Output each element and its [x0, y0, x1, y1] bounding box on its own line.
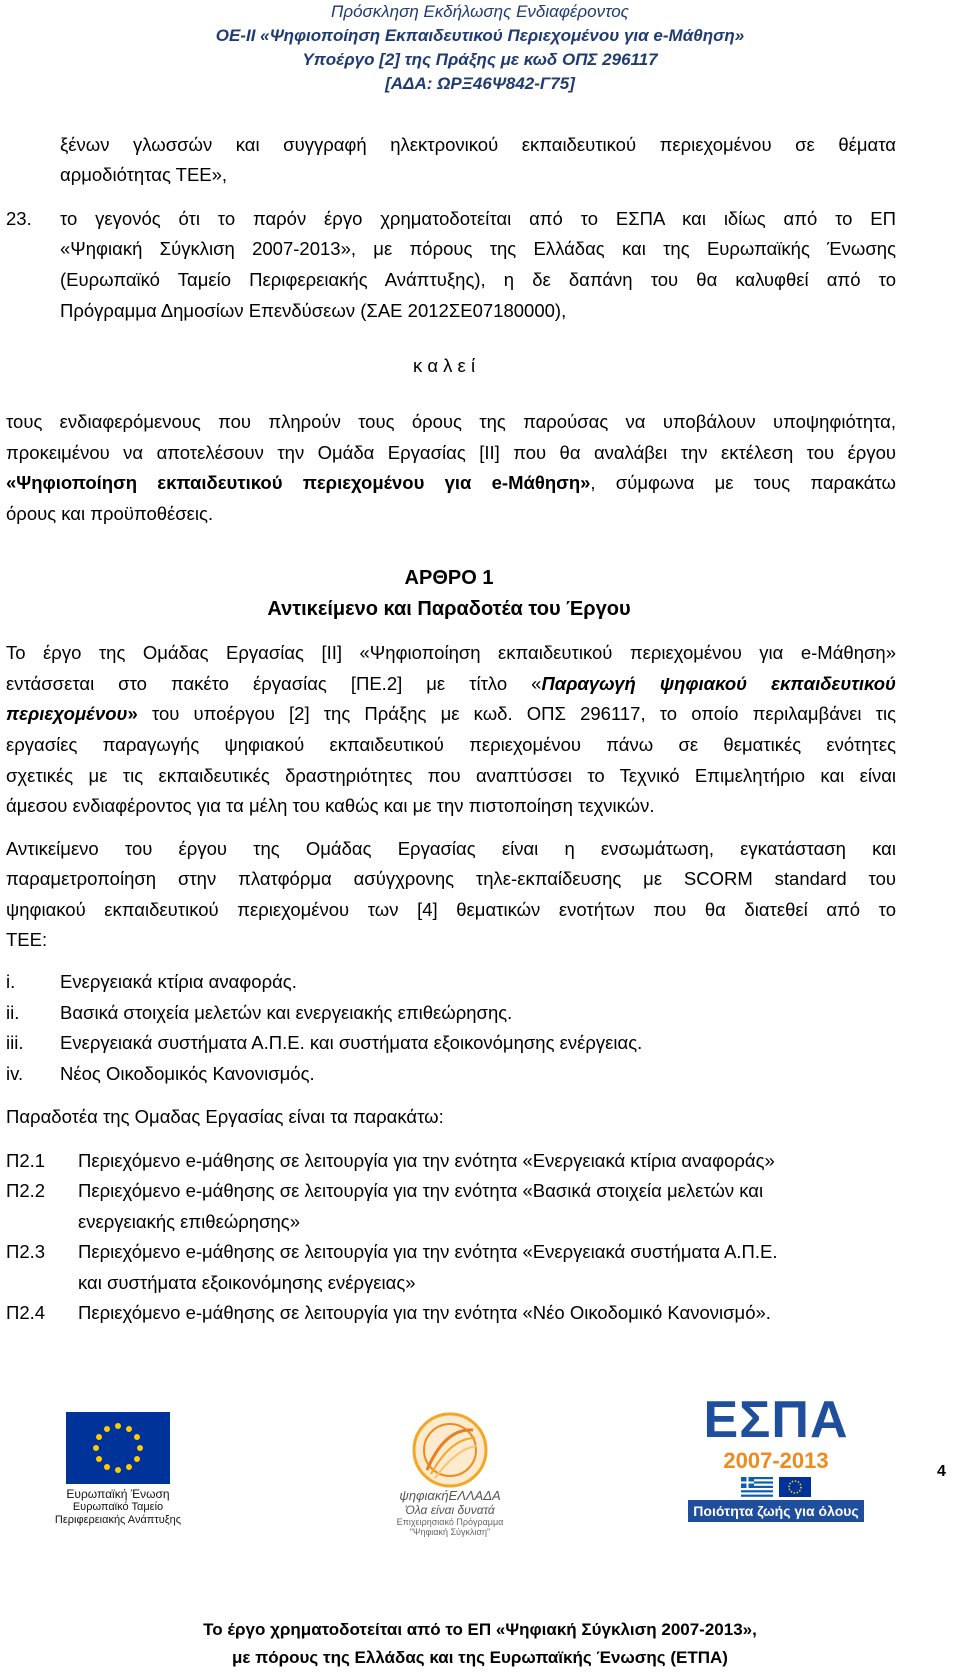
deliverable-text-cont: ενεργειακής επιθεώρησης» [78, 1211, 300, 1232]
intro-line-2: αρμοδιότητας ΤΕΕ», [60, 164, 228, 185]
unit-text: Βασικά στοιχεία μελετών και ενεργειακής επιθεώρησης. [60, 1002, 513, 1023]
deliverables-intro: Παραδοτέα της Ομαδας Εργασίας είναι τα παρακάτω: [6, 1106, 444, 1127]
espa-slogan: Ποιότητα ζωής για όλους [688, 1500, 864, 1522]
espa-flags [688, 1477, 864, 1497]
deliverable-text: Περιεχόμενο e-μάθησης σε λειτουργία για την ενότητα «Βασικά στοιχεία μελετών και [78, 1180, 764, 1201]
deliverable-code: Π2.2 [6, 1180, 46, 1201]
header-line-2: ΟΕ-ΙΙ «Ψηφιοποίηση Εκπαιδευτικού Περιεχομένου για e-Μάθηση» [215, 26, 745, 45]
digital-greece-logo [375, 1408, 525, 1537]
deliverable-text: Περιεχόμενο e-μάθησης σε λειτουργία για την ενότητα «Ενεργειακά κτίρια αναφοράς» [78, 1150, 775, 1171]
eu-caption-1: Ευρωπαϊκή Ένωση [66, 1487, 170, 1501]
footer-line-2: με πόρους της Ελλάδας και της Ευρωπαϊκής Ένωσης (ΕΤΠΑ) [232, 1648, 728, 1667]
unit-number: i. [6, 971, 16, 992]
page-header [0, 0, 960, 96]
item-23-number: 23. [6, 208, 32, 229]
para1-line-2-pre: εντάσσεται στο πακέτο έργασίας [ΠΕ.2] με τίτλο « [6, 673, 542, 694]
unit-text: Ενεργειακά κτίρια αναφοράς. [60, 971, 297, 992]
eu-flag-small-icon [779, 1477, 811, 1497]
deliverable-code: Π2.3 [6, 1241, 46, 1262]
digital-greece-sub-2: "Ψηφιακή Σύγκλιση" [409, 1527, 491, 1537]
deliverable-text-cont: και συστήματα εξοικονόμησης ενέργειας» [78, 1272, 416, 1293]
invite-line-4: όρους και προϋποθέσεις. [6, 503, 214, 524]
header-line-3: Υποέργο [2] της Πράξης με κωδ ΟΠΣ 296117 [302, 50, 658, 69]
para1-line-1: Το έργο της Ομάδας Εργασίας [ΙΙ] «Ψηφιοποίηση εκπαιδευτικού περιεχομένου για e-Μάθηση» [6, 642, 896, 663]
digital-greece-emblem-icon [405, 1408, 495, 1488]
eu-logo [48, 1412, 188, 1527]
package-title-close: » [127, 703, 138, 724]
kalei-heading: κ α λ ε ί [412, 355, 476, 376]
invite-line-3-rest: , σύμφωνα με τους παρακάτω [590, 472, 896, 493]
header-line-1: Πρόσκληση Εκδήλωσης Ενδιαφέροντος [331, 2, 629, 21]
invite-line-3 [6, 467, 896, 499]
unit-text: Ενεργειακά συστήματα Α.Π.Ε. και συστήματα εξοικονόμησης ενέργειας. [60, 1032, 643, 1053]
para1-line-5: σχετικές με τις εκπαιδευτικές δραστηριότητες που αναπτύσσει το Τεχνικό Επιμελητήριο και είναι [6, 765, 896, 786]
digital-greece-name: ψηφιακήΕΛΛΑΔΑ [399, 1488, 501, 1503]
para2-line-2: παραμετροποίηση στην πλατφόρμα ασύγχρονης τηλε-εκπαίδευσης με SCORM standard του [6, 868, 896, 889]
package-title-part-1: Παραγωγή ψηφιακού εκπαιδευτικού [541, 673, 896, 694]
unit-number: iv. [6, 1063, 24, 1084]
para1-line-2 [6, 668, 896, 700]
article-title: ΑΡΘΡΟ 1 [404, 567, 494, 589]
item-23-line-1: το γεγονός ότι το παρόν έργο χρηματοδοτείται από το ΕΣΠΑ και ιδίως από το ΕΠ [60, 208, 896, 229]
footer-line-1: Το έργο χρηματοδοτείται από το ΕΠ «Ψηφιακή Σύγκλιση 2007-2013», [203, 1620, 757, 1639]
para1-line-3-rest: του υποέργου [2] της Πράξης με κωδ. ΟΠΣ 296117, το οποίο περιλαμβάνει τις [137, 703, 896, 724]
eu-flag-icon [66, 1412, 170, 1484]
para2-line-4: ΤΕΕ: [6, 929, 48, 950]
item-23-line-2: «Ψηφιακή Σύγκλιση 2007-2013», με πόρους της Ελλάδας και της Ευρωπαϊκής Ένωσης [60, 238, 896, 259]
eu-caption-2: Ευρωπαϊκό Ταμείο [72, 1501, 164, 1513]
unit-number: iii. [6, 1032, 24, 1053]
article-subtitle: Αντικείμενο και Παραδοτέα του Έργου [267, 598, 631, 620]
intro-line-1: ξένων γλωσσών και συγγραφή ηλεκτρονικού εκπαιδευτικού περιεχομένου σε θέματα [60, 134, 896, 155]
item-23-line-4: Πρόγραμμα Δημοσίων Επενδύσεων (ΣΑΕ 2012ΣΕ07180000), [60, 300, 567, 321]
espa-name: ΕΣΠΑ [703, 1391, 849, 1449]
digital-greece-sub-1: Επιχειρησιακό Πρόγραμμα [396, 1517, 504, 1527]
para2-line-1: Αντικείμενο του έργου της Ομάδας Εργασίας είναι η ενσωμάτωση, εγκατάσταση και [6, 838, 896, 859]
unit-number: ii. [6, 1002, 20, 1023]
invite-line-2: προκειμένου να αποτελέσουν την Ομάδα Εργασίας [ΙΙ] που θα αναλάβει την εκτέλεση του έργου [6, 442, 896, 463]
deliverable-code: Π2.1 [6, 1150, 46, 1171]
eu-caption-3: Περιφερειακής Ανάπτυξης [54, 1514, 182, 1526]
deliverable-text: Περιεχόμενο e-μάθησης σε λειτουργία για την ενότητα «Νέο Οικοδομικό Κανονισμό». [78, 1302, 771, 1323]
invite-line-1: τους ενδιαφερόμενους που πληρούν τους όρους της παρούσας να υποβάλουν υποψηφιότητα, [6, 411, 896, 432]
espa-years: 2007-2013 [723, 1448, 829, 1473]
para1-line-3 [6, 698, 896, 730]
digital-greece-slogan: Όλα είναι δυνατά [405, 1503, 495, 1517]
page-number: 4 [937, 1463, 946, 1480]
unit-text: Νέος Οικοδομικός Κανονισμός. [60, 1063, 315, 1084]
header-line-4: [ΑΔΑ: ΩΡΞ46Ψ842-Γ75] [385, 74, 575, 93]
package-title-part-2: περιεχομένου [6, 703, 128, 724]
deliverable-text: Περιεχόμενο e-μάθησης σε λειτουργία για την ενότητα «Ενεργειακά συστήματα Α.Π.Ε. [78, 1241, 778, 1262]
greek-flag-icon [741, 1477, 773, 1497]
project-title: «Ψηφιοποίηση εκπαιδευτικού περιεχομένου για e-Μάθηση» [6, 472, 591, 493]
espa-logo [688, 1392, 864, 1522]
para1-line-4: εργασίες παραγωγής ψηφιακού εκπαιδευτικού περιεχομένου πάνω σε θεματικές ενότητες [6, 734, 896, 755]
para1-line-6: άμεσου ενδιαφέροντος για τα μέλη του καθώς και με την πιστοποίηση τεχνικών. [6, 795, 655, 816]
para2-line-3: ψηφιακού εκπαιδευτικού περιεχομένου των [4] θεματικών ενοτήτων που θα διατεθεί από το [6, 899, 896, 920]
deliverable-code: Π2.4 [6, 1302, 46, 1323]
item-23-line-3: (Ευρωπαϊκό Ταμείο Περιφερειακής Ανάπτυξης), η δε δαπάνη του θα καλυφθεί από το [60, 269, 896, 290]
